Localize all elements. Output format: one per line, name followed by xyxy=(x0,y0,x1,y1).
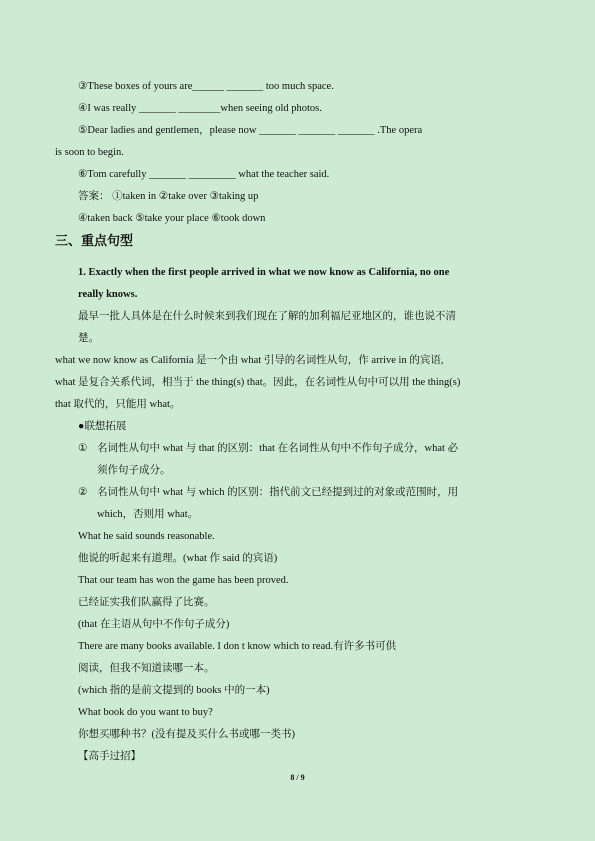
point-1-line-1: 名词性从句中 what 与 that 的区别：that 在名词性从句中不作句子成分，what 必 xyxy=(97,443,459,454)
exercise-line-4: ④I was really _______ ________when seeing old photos. xyxy=(78,103,322,114)
point-2-line-2: which，否则用 what。 xyxy=(97,509,199,520)
exercise-line-6: ⑥Tom carefully _______ _________ what the teacher said. xyxy=(78,169,330,180)
example-line: What book do you want to buy? xyxy=(78,707,213,718)
explain-line-1: what we now know as California 是一个由 what 引导的名词性从句，作 arrive in 的宾语, xyxy=(55,355,444,366)
next-section-label: 【高手过招】 xyxy=(78,751,141,762)
example-line: There are many books available. I don t know which to read.有许多书可供 xyxy=(78,641,397,652)
answer-line-1: 答案： ①taken in ②take over ③taking up xyxy=(78,191,259,202)
sentence-title-line-2: really knows. xyxy=(78,289,138,300)
point-2-line-1: 名词性从句中 what 与 which 的区别：指代前文已经提到过的对象或范围时，用 xyxy=(97,487,459,498)
example-line: That our team has won the game has been proved. xyxy=(78,575,289,586)
exercise-line-5-cont: is soon to begin. xyxy=(55,147,124,158)
example-line: What he said sounds reasonable. xyxy=(78,531,215,542)
explain-line-2: what 是复合关系代词，相当于 the thing(s) that。因此，在名词性从句中可以用 the thing(s) xyxy=(55,377,461,388)
example-line: (which 指的是前文提到的 books 中的一本) xyxy=(78,685,270,696)
exercise-line-5: ⑤Dear ladies and gentlemen，please now _______ _______ _______ .The opera xyxy=(78,125,423,136)
page-number: 8 / 9 xyxy=(290,773,305,782)
point-1-line-2: 须作句子成分。 xyxy=(97,465,171,476)
example-line: 已经证实我们队赢得了比赛。 xyxy=(78,597,215,608)
sentence-title-line-1: 1. Exactly when the first people arrived in what we now know as California, no one xyxy=(78,267,450,278)
point-1-number: ① xyxy=(78,443,88,454)
explain-line-3: that 取代的，只能用 what。 xyxy=(55,399,181,410)
answer-line-2: ④taken back ⑤take your place ⑥took down xyxy=(78,213,266,224)
point-2-number: ② xyxy=(78,487,88,498)
example-line: 他说的听起来有道理。(what 作 said 的宾语) xyxy=(78,553,278,564)
example-line: 阅读，但我不知道读哪一本。 xyxy=(78,663,215,674)
section-title: 三、重点句型 xyxy=(55,234,134,249)
exercise-line-3: ③These boxes of yours are______ _______ too much space. xyxy=(78,81,334,92)
example-line: 你想买哪种书？(没有提及买什么书或哪一类书) xyxy=(78,729,295,740)
expand-label: ●联想拓展 xyxy=(78,421,127,432)
translation-line-1: 最早一批人具体是在什么时候来到我们现在了解的加利福尼亚地区的，谁也说不清 xyxy=(78,311,456,322)
translation-line-2: 楚。 xyxy=(78,333,99,344)
example-line: (that 在主语从句中不作句子成分) xyxy=(78,619,230,630)
